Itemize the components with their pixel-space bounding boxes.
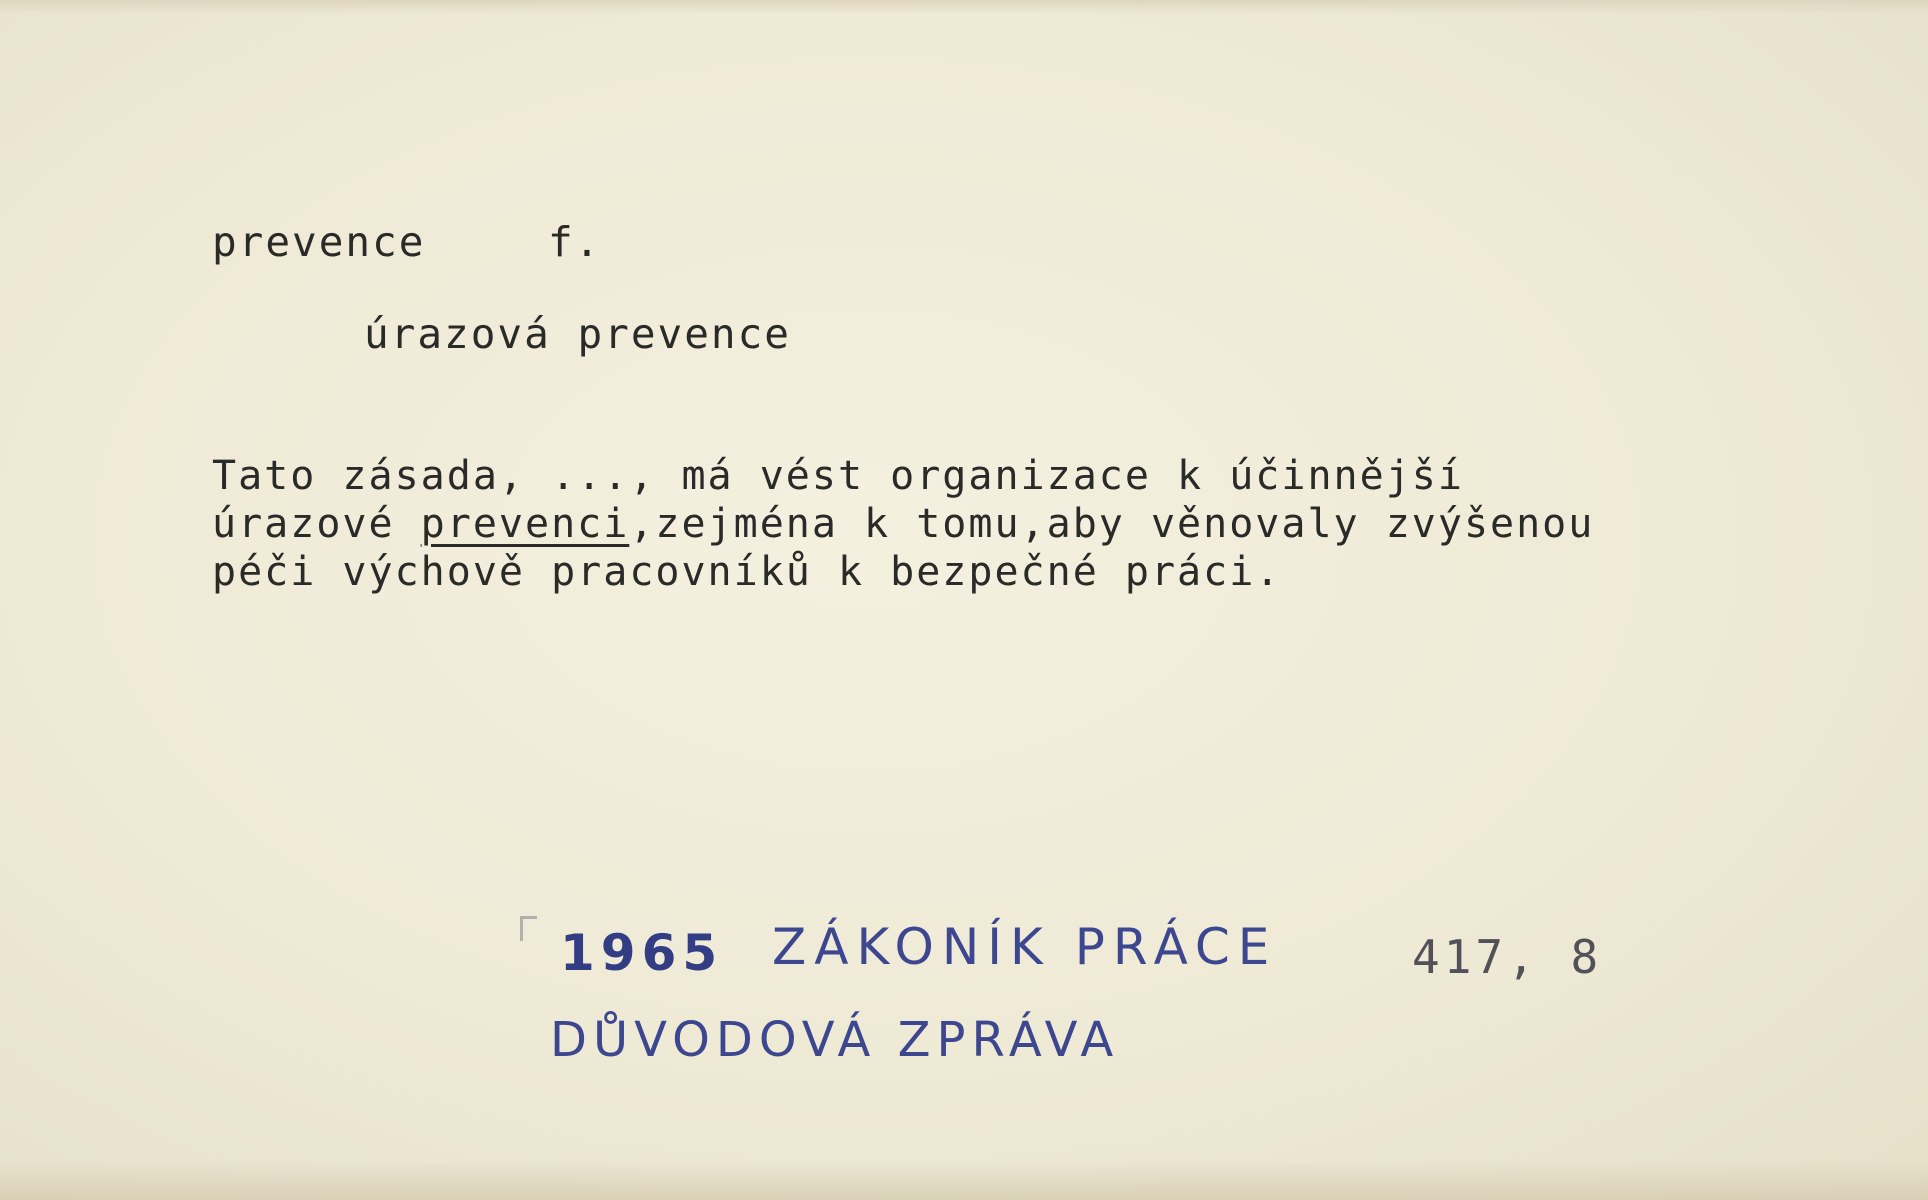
- source-page-reference: 417, 8: [1412, 930, 1603, 984]
- example-phrase: úrazová prevence: [364, 310, 791, 358]
- citation-line-3: péči výchově pracovníků k bezpečné práci.: [212, 549, 1282, 595]
- citation-line-2-before: úrazové: [212, 501, 421, 547]
- citation-line-1: Tato zásada, ..., má vést organizace k účinnější: [212, 453, 1464, 499]
- headword: prevence: [212, 218, 426, 266]
- grammatical-gender: f.: [548, 218, 602, 266]
- source-title-stamp: ZÁKONÍK PRÁCE: [772, 918, 1278, 976]
- stamp-corner-mark: [520, 916, 537, 941]
- citation-line-2-after: ,zejména k tomu,aby věnovaly zvýšenou: [629, 501, 1595, 547]
- source-year-stamp: 1965: [560, 924, 724, 982]
- underlined-term: prevenci: [420, 501, 630, 547]
- source-subtitle-stamp: DŮVODOVÁ ZPRÁVA: [550, 1012, 1120, 1068]
- citation-text: [212, 452, 1594, 596]
